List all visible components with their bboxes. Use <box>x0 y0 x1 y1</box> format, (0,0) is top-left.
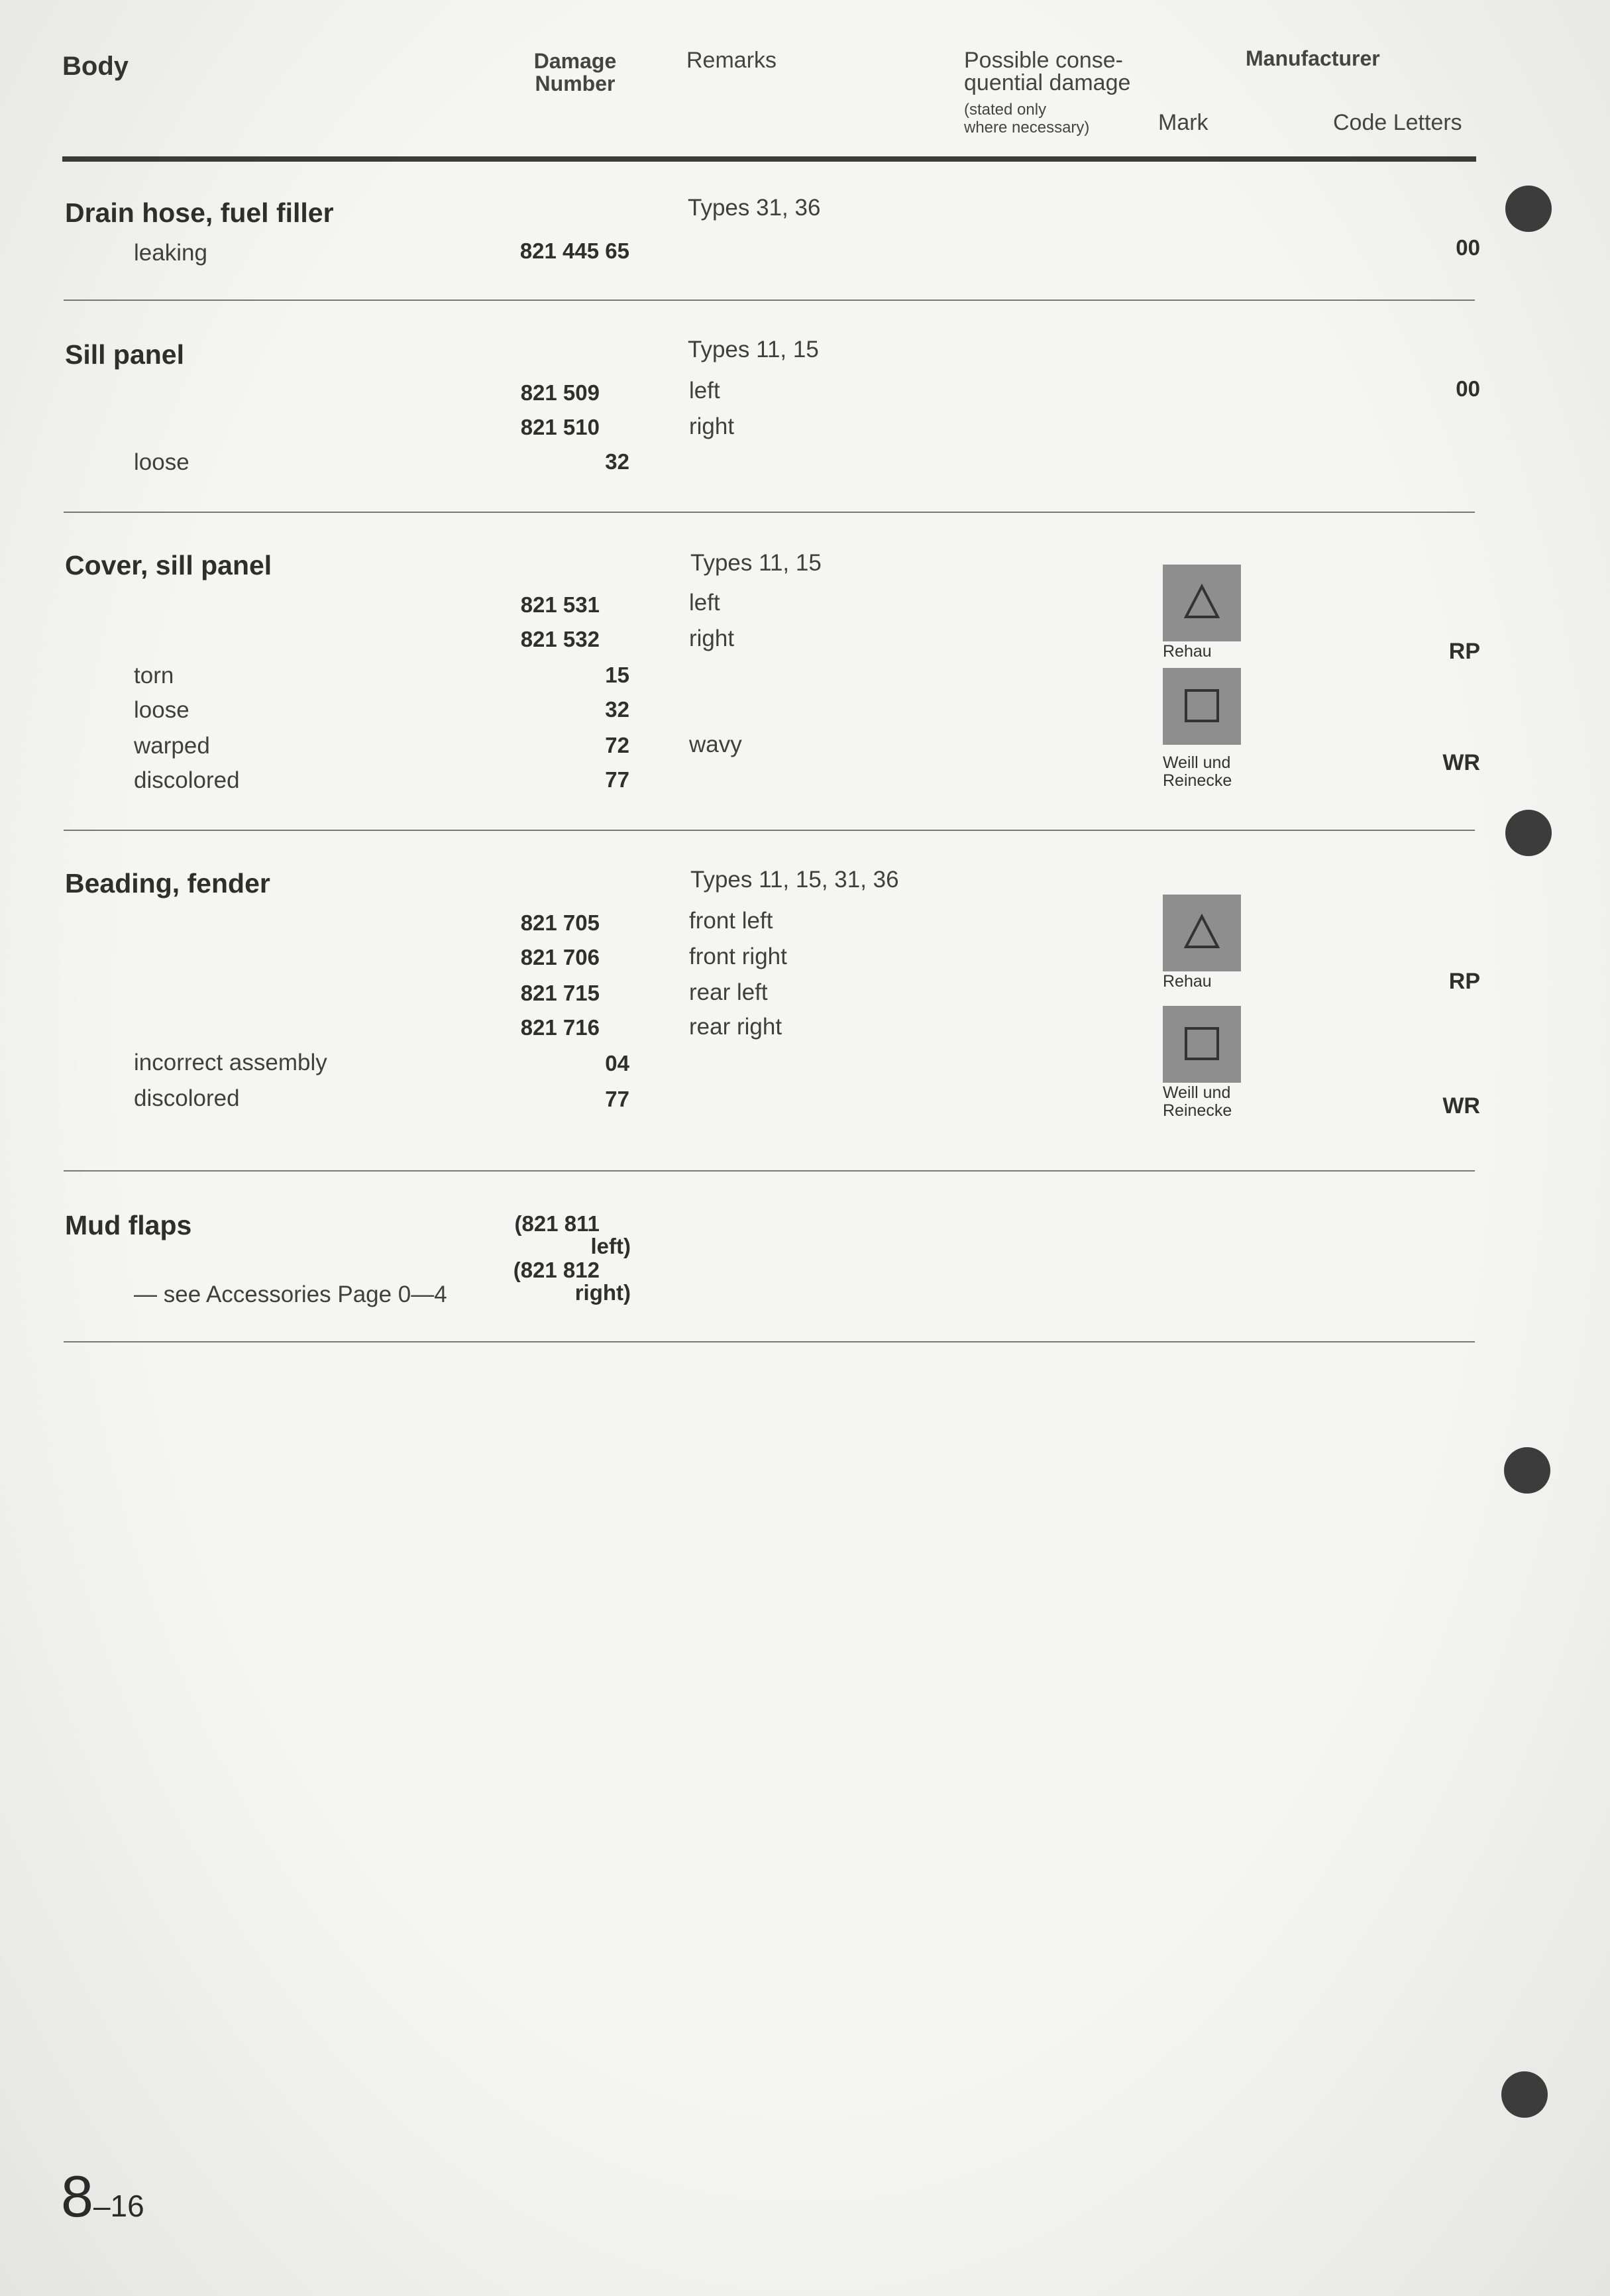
code-cover-rehau: RP <box>1448 639 1480 664</box>
remark-sill-panel: Types 11, 15 <box>688 337 819 362</box>
remark-rear-left: rear left <box>689 979 768 1005</box>
section-title-cover-sill-panel: Cover, sill panel <box>65 550 272 580</box>
section-divider <box>64 1341 1475 1342</box>
damage-number-incorrect-assembly: 04 <box>605 1051 629 1075</box>
section-title-beading-fender: Beading, fender <box>65 868 270 899</box>
remark-wavy: wavy <box>689 732 742 757</box>
punch-hole-icon <box>1505 810 1552 856</box>
page-number <box>61 2163 144 2230</box>
page-number-major: 8 <box>61 2163 93 2229</box>
damage-number-rear-right: 821 716 <box>520 1015 600 1040</box>
code-drain-hose: 00 <box>1456 235 1480 260</box>
weill-reinecke-square-mark-icon <box>1163 668 1241 745</box>
possible-damage-note-line2: where necessary) <box>964 119 1090 137</box>
damage-number-front-left: 821 705 <box>520 910 600 935</box>
label-cover-discolored: discolored <box>134 767 240 793</box>
damage-number-header-line2: Number <box>535 72 616 95</box>
section-divider <box>64 1170 1475 1172</box>
damage-number-sill-right: 821 510 <box>520 415 600 439</box>
manufacturer-header: Manufacturer <box>1246 46 1380 70</box>
damage-number-sill-left: 821 509 <box>520 380 600 405</box>
code-sill-panel: 00 <box>1456 376 1480 401</box>
page-number-minor: –16 <box>93 2189 144 2223</box>
remarks-header: Remarks <box>686 48 777 73</box>
possible-damage-note-line1: (stated only <box>964 101 1047 119</box>
damage-number-torn: 15 <box>605 663 629 687</box>
damage-number-cover-loose: 32 <box>605 697 629 722</box>
mud-flap-right-side: right) <box>574 1280 631 1305</box>
damage-number-sill-loose: 32 <box>605 449 629 474</box>
remark-cover-right: right <box>689 626 735 651</box>
remark-beading: Types 11, 15, 31, 36 <box>690 867 899 893</box>
damage-number-beading-discolored: 77 <box>605 1087 629 1111</box>
label-leaking: leaking <box>134 240 207 266</box>
label-beading-discolored: discolored <box>134 1085 240 1111</box>
code-beading-rehau: RP <box>1448 969 1480 994</box>
header-rule <box>62 156 1476 162</box>
mud-flaps-note: — see Accessories Page 0—4 <box>134 1282 447 1307</box>
label-warped: warped <box>134 733 210 759</box>
remark-front-right: front right <box>689 944 787 969</box>
possible-damage-header-line2: quential damage <box>964 70 1131 95</box>
rehau-triangle-mark-icon <box>1163 895 1241 971</box>
damage-number-warped: 72 <box>605 733 629 757</box>
mark-label-reinecke: Reinecke <box>1163 1101 1232 1120</box>
label-sill-loose: loose <box>134 449 189 475</box>
section-title-drain-hose: Drain hose, fuel filler <box>65 197 334 228</box>
damage-number-leaking: 821 445 65 <box>519 239 629 263</box>
code-cover-weill-reinecke: WR <box>1442 750 1480 775</box>
label-torn: torn <box>134 663 174 688</box>
remark-sill-left: left <box>689 378 720 404</box>
weill-reinecke-square-mark-icon <box>1163 1006 1241 1083</box>
label-incorrect-assembly: incorrect assembly <box>134 1050 327 1075</box>
code-beading-weill-reinecke: WR <box>1442 1093 1480 1119</box>
mark-label-weill-und: Weill und <box>1163 1083 1231 1102</box>
damage-number-cover-right: 821 532 <box>520 627 600 651</box>
damage-number-cover-left: 821 531 <box>520 592 600 617</box>
rehau-triangle-mark-icon <box>1163 565 1241 641</box>
mark-label-rehau: Rehau <box>1163 642 1212 661</box>
mark-label-rehau: Rehau <box>1163 972 1212 991</box>
section-title-mud-flaps: Mud flaps <box>65 1210 192 1240</box>
section-title-sill-panel: Sill panel <box>65 339 184 370</box>
label-cover-loose: loose <box>134 697 189 723</box>
section-divider <box>64 830 1475 831</box>
punch-hole-icon <box>1504 1447 1550 1494</box>
mud-flap-right-number: (821 812 <box>513 1258 600 1282</box>
section-divider <box>64 300 1475 301</box>
remark-sill-right: right <box>689 413 735 439</box>
section-divider <box>64 512 1475 513</box>
mark-label-weill-und: Weill und <box>1163 753 1231 772</box>
punch-hole-icon <box>1505 186 1552 232</box>
remark-cover-left: left <box>689 590 720 616</box>
possible-damage-header-line1: Possible conse- <box>964 48 1124 73</box>
remark-rear-right: rear right <box>689 1014 782 1040</box>
damage-number-rear-left: 821 715 <box>520 981 600 1005</box>
mark-header: Mark <box>1158 110 1208 135</box>
mud-flap-left-number: (821 811 <box>514 1211 600 1236</box>
damage-number-cover-discolored: 77 <box>605 767 629 792</box>
punch-hole-icon <box>1501 2071 1548 2118</box>
remark-drain-hose: Types 31, 36 <box>688 195 821 221</box>
page-title: Body <box>62 52 129 81</box>
mud-flap-left-side: left) <box>590 1234 631 1258</box>
damage-number-header-line1: Damage <box>533 49 617 73</box>
remark-front-left: front left <box>689 908 773 934</box>
damage-number-front-right: 821 706 <box>520 945 600 969</box>
code-letters-header: Code Letters <box>1333 110 1462 135</box>
remark-cover-sill: Types 11, 15 <box>690 550 822 576</box>
mark-label-reinecke: Reinecke <box>1163 771 1232 790</box>
